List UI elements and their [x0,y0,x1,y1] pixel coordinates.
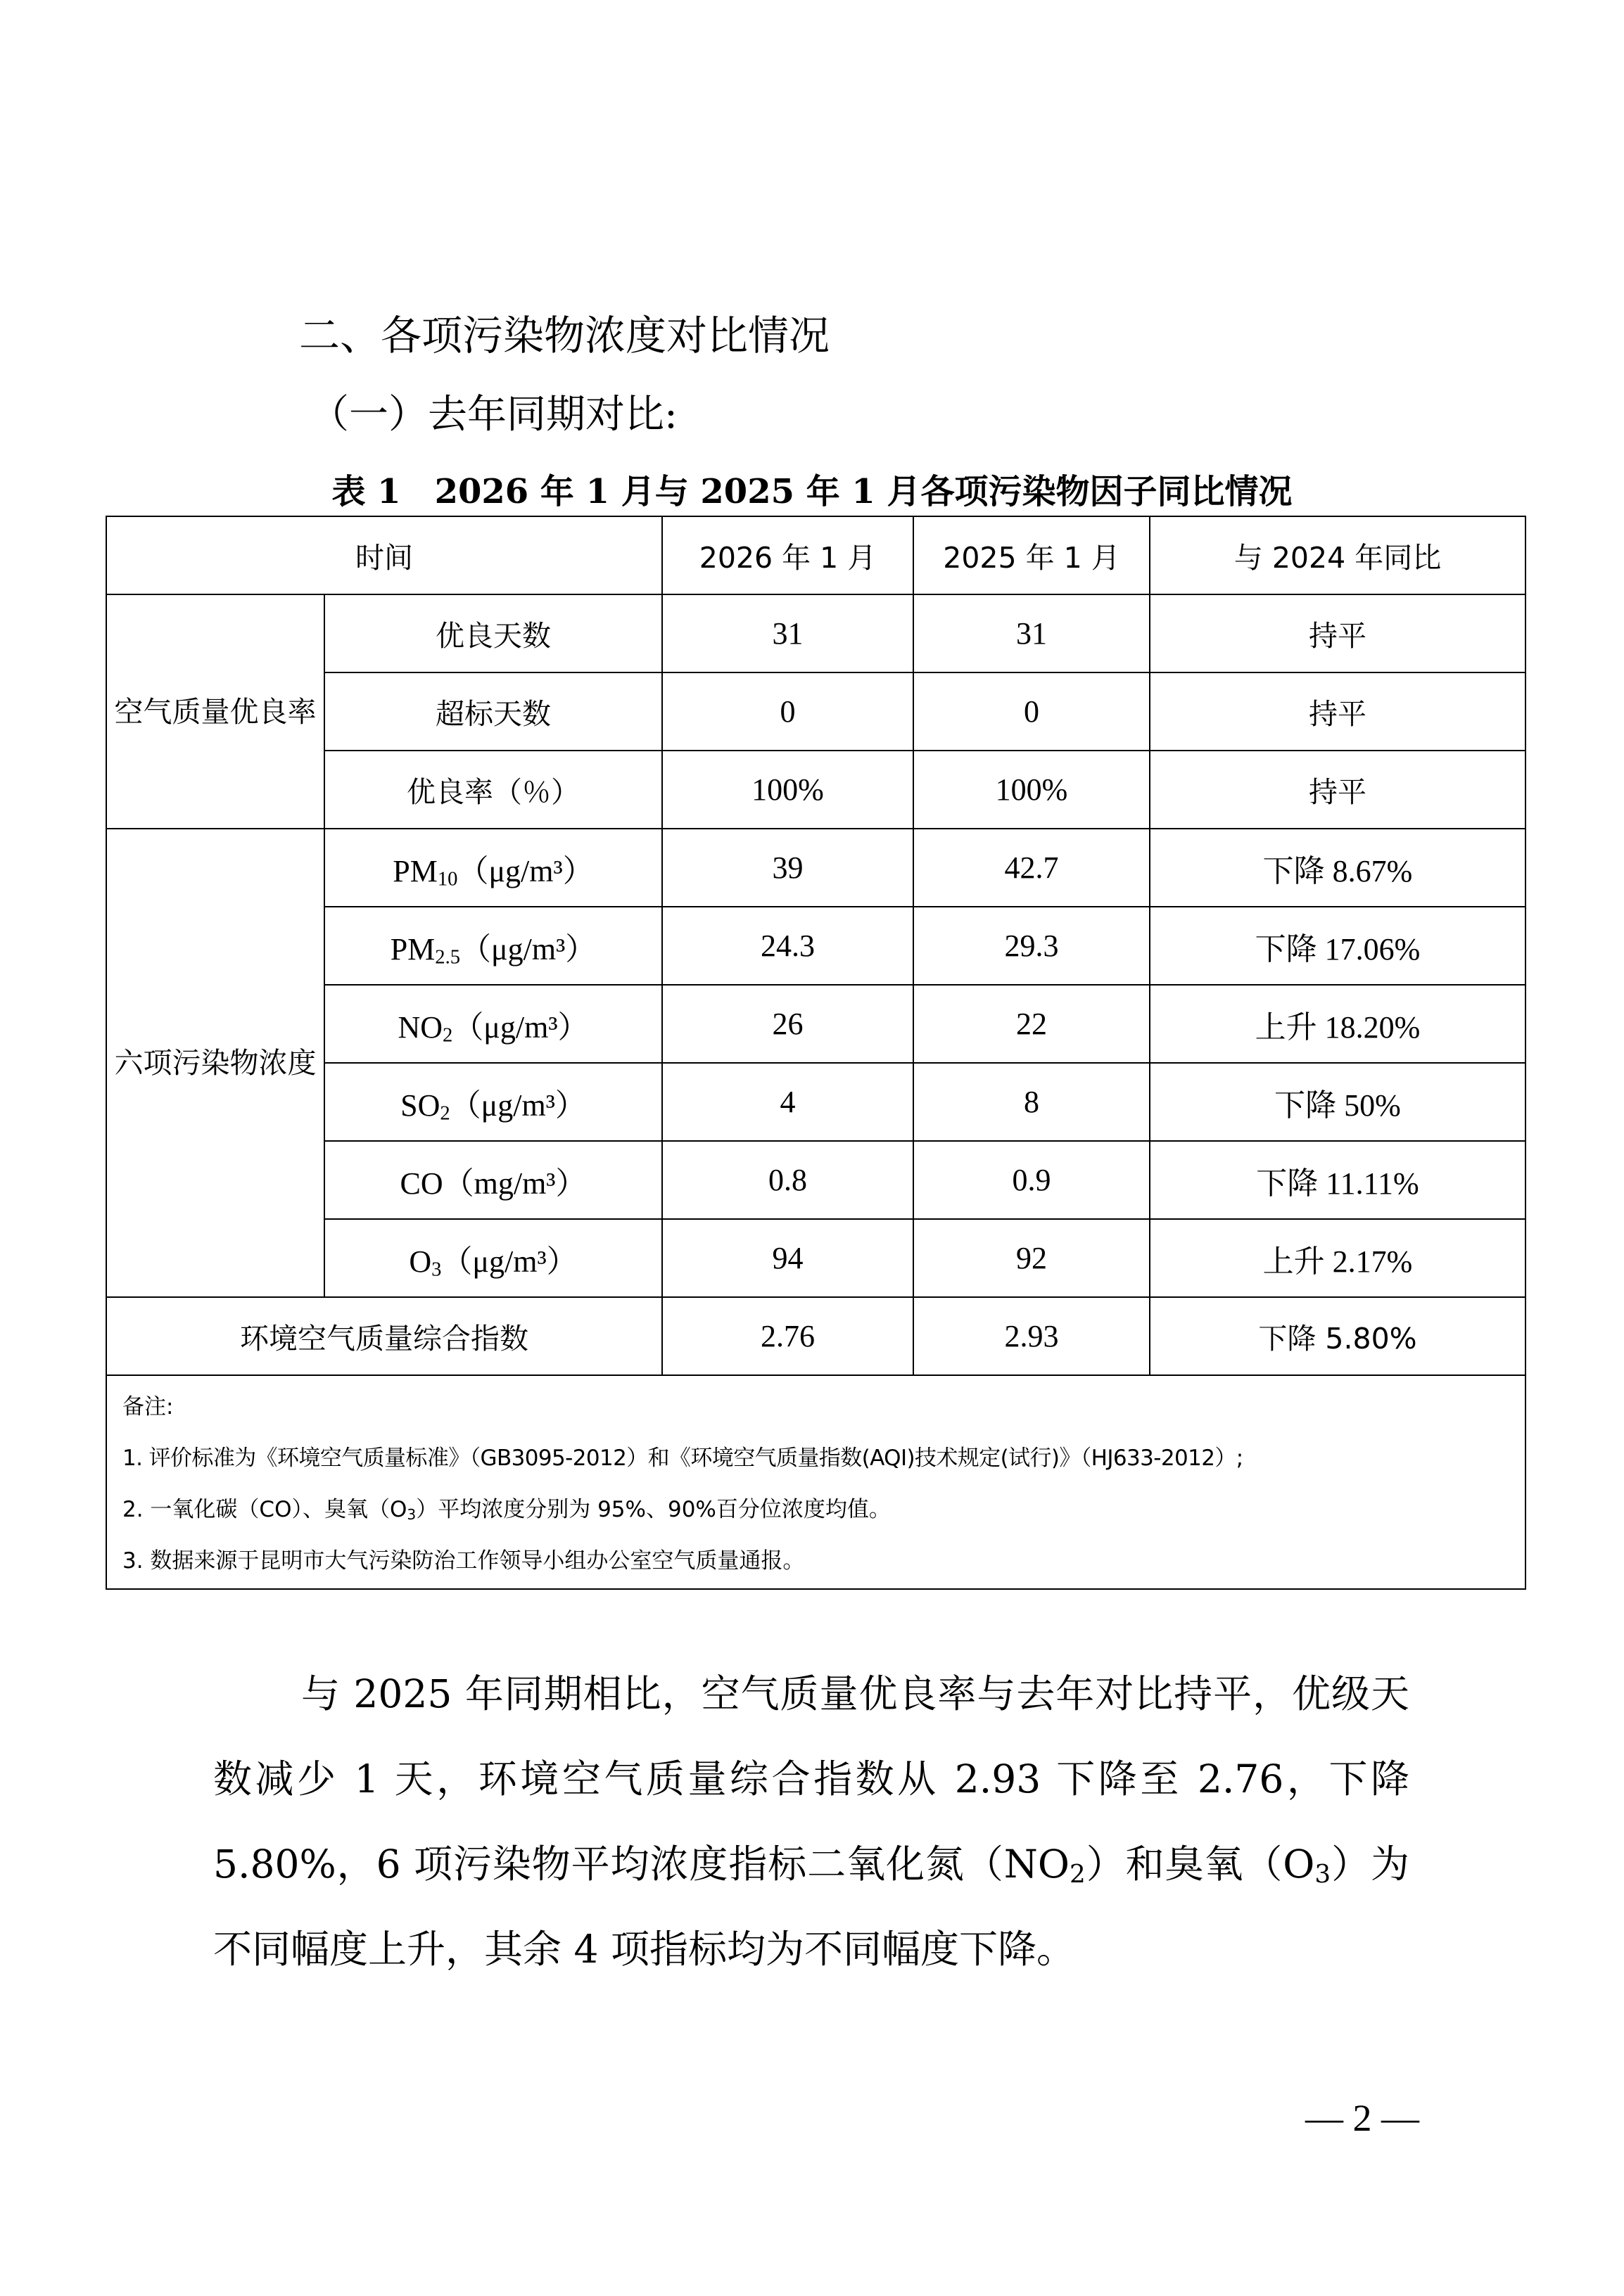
value-2026: 2.76 [662,1297,913,1375]
value-2026: 94 [662,1219,913,1297]
value-2025: 8 [913,1063,1150,1141]
group-label-pollutants: 六项污染物浓度 [106,829,324,1297]
change-value: 上升 2.17% [1150,1219,1525,1297]
section-heading: 二、各项污染物浓度对比情况 [299,312,830,359]
value-2026: 26 [662,985,913,1063]
page-number: — 2 — [1305,2097,1419,2139]
table-row [106,829,1525,907]
notes [106,1375,1525,1589]
table-notes-row [106,1375,1525,1589]
group-label-air-quality: 空气质量优良率 [106,594,324,829]
subsection-heading: （一）去年同期对比: [310,392,678,438]
value-2026: 31 [662,594,913,672]
value-2025: 29.3 [913,907,1150,985]
row-label: 优良天数 [324,594,662,672]
change-value: 下降 5.80% [1150,1297,1525,1375]
pollutant-comparison-table [106,516,1526,1590]
pollutant-label: CO（mg/m³） [324,1141,662,1219]
value-2026: 39 [662,829,913,907]
value-2025: 0 [913,672,1150,751]
pollutant-label: $SO_2(\mu g/m^3)$ [324,1063,662,1141]
note-3: 3. 数据来源于昆明市大气污染防治工作领导小组办公室空气质量通报。 [122,1548,805,1574]
header-2025: 2025 年 1 月 [913,516,1150,594]
pollutant-label: $O_3(\mu g/m^3)$ [324,1219,662,1297]
change-value: 持平 [1150,751,1525,829]
header-time: 时间 [106,516,662,594]
row-label: 超标天数 [324,672,662,751]
value-2025: 31 [913,594,1150,672]
change-value: 下降 50% [1150,1063,1525,1141]
note-1: 1. 评价标准为《环境空气质量标准》（GB3095-2012）和《环境空气质量指数(AQI)技术规定(试行)》（HJ633-2012）; [122,1446,1243,1471]
change-value: 下降 17.06% [1150,907,1525,985]
value-2026: 24.3 [662,907,913,985]
value-2026: 0 [662,672,913,751]
composite-label: 环境空气质量综合指数 [106,1297,662,1375]
value-2026: 0.8 [662,1141,913,1219]
value-2025: 0.9 [913,1141,1150,1219]
table-row-composite [106,1297,1525,1375]
table-title: 表 1 2026 年 1 月与 2025 年 1 月各项污染物因子同比情况 [331,472,1293,511]
row-label: 优良率（％） [324,751,662,829]
pollutant-label: $NO_2(\mu g/m^3)$ [324,985,662,1063]
value-2025: 100% [913,751,1150,829]
summary-paragraph: 与 2025 年同期相比，空气质量优良率与去年对比持平，优级天数减少 1 天，环境空气质量综合指数从 2.93 下降至 2.76，下降 5.80%，6 项污染物平均浓度指标二氧化氮$(NO_2)$和臭氧$(O_3)$为不同幅度上升，其余 4 项指标均为不同幅度下降。 [213,1671,1409,1972]
note-2: 2. 一氧化碳（CO）、臭氧$(O_3)$平均浓度分别为 95%、90%百分位浓度均值。 [122,1497,891,1524]
change-value: 持平 [1150,594,1525,672]
table-row [106,594,1525,672]
change-value: 持平 [1150,672,1525,751]
header-2026: 2026 年 1 月 [662,516,913,594]
value-2025: 92 [913,1219,1150,1297]
value-2026: 100% [662,751,913,829]
change-value: 下降 8.67% [1150,829,1525,907]
value-2025: 42.7 [913,829,1150,907]
table-header-row [106,516,1525,594]
value-2025: 22 [913,985,1150,1063]
change-value: 下降 11.11% [1150,1141,1525,1219]
value-2025: 2.93 [913,1297,1150,1375]
pollutant-label: $PM_{2.5}(\mu g/m^3)$ [324,907,662,985]
pollutant-label: $PM_{10}(\mu g/m^3)$ [324,829,662,907]
change-value: 上升 18.20% [1150,985,1525,1063]
value-2026: 4 [662,1063,913,1141]
header-change: 与 2024 年同比 [1150,516,1525,594]
notes-title: 备注: [122,1394,174,1420]
